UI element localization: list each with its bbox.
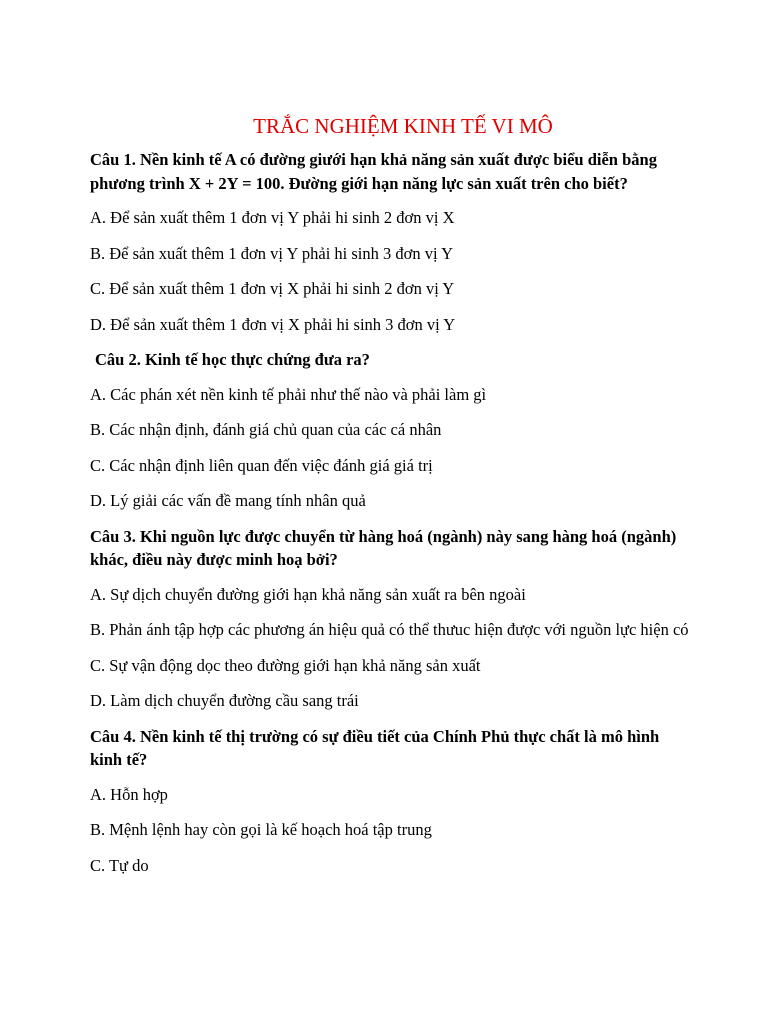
- question-1: Câu 1. Nền kinh tế A có đường giưới hạn khả năng sản xuất được biểu diễn bằng phương trình X + 2Y = 100. Đường giới hạn năng lực sản xuất trên cho biết?: [90, 150, 657, 193]
- document-page: [90, 112, 690, 889]
- document-title: TRẮC NGHIỆM KINH TẾ VI MÔ: [253, 114, 553, 138]
- question-2-option-a: A. Các phán xét nền kinh tế phải như thế nào và phải làm gì: [90, 384, 487, 404]
- question-3-option-d: D. Làm dịch chuyển đường cầu sang trái: [90, 691, 359, 710]
- question-3-option-a: A. Sự dịch chuyển đường giới hạn khả năng sản xuất ra bên ngoài: [90, 584, 526, 604]
- question-1-option-c: C. Để sản xuất thêm 1 đơn vị X phải hi sinh 2 đơn vị Y: [90, 279, 455, 298]
- question-4: Câu 4. Nền kinh tế thị trường có sự điều tiết của Chính Phủ thực chất là mô hình kinh tế?: [90, 726, 660, 769]
- question-2-option-d: D. Lý giải các vấn đề mang tính nhân quả: [90, 491, 366, 510]
- question-3-option-b: B. Phản ánh tập hợp các phương án hiệu quả có thể thưuc hiện được với nguồn lực hiện có: [90, 620, 689, 639]
- question-4-option-b: B. Mệnh lệnh hay còn gọi là kế hoạch hoá tập trung: [90, 820, 432, 839]
- question-3: Câu 3. Khi nguồn lực được chuyển từ hàng hoá (ngành) này sang hàng hoá (ngành) khác, điều này được minh hoạ bởi?: [90, 526, 677, 569]
- question-2: Câu 2. Kinh tế học thực chứng đưa ra?: [95, 350, 370, 369]
- question-1-option-b: B. Để sản xuất thêm 1 đơn vị Y phải hi sinh 3 đơn vị Y: [90, 243, 453, 263]
- question-2-option-c: C. Các nhận định liên quan đến việc đánh giá giá trị: [90, 455, 433, 475]
- question-3-option-c: C. Sự vận động dọc theo đường giới hạn khả năng sản xuất: [90, 655, 481, 675]
- question-1-option-d: D. Để sản xuất thêm 1 đơn vị X phải hi sinh 3 đơn vị Y: [90, 314, 456, 334]
- question-1-option-a: A. Để sản xuất thêm 1 đơn vị Y phải hi sinh 2 đơn vị X: [90, 208, 455, 227]
- question-2-option-b: B. Các nhận định, đánh giá chủ quan của các cá nhân: [90, 420, 442, 439]
- question-4-option-c: C. Tự do: [90, 855, 149, 875]
- question-4-option-a: A. Hỗn hợp: [90, 784, 168, 804]
